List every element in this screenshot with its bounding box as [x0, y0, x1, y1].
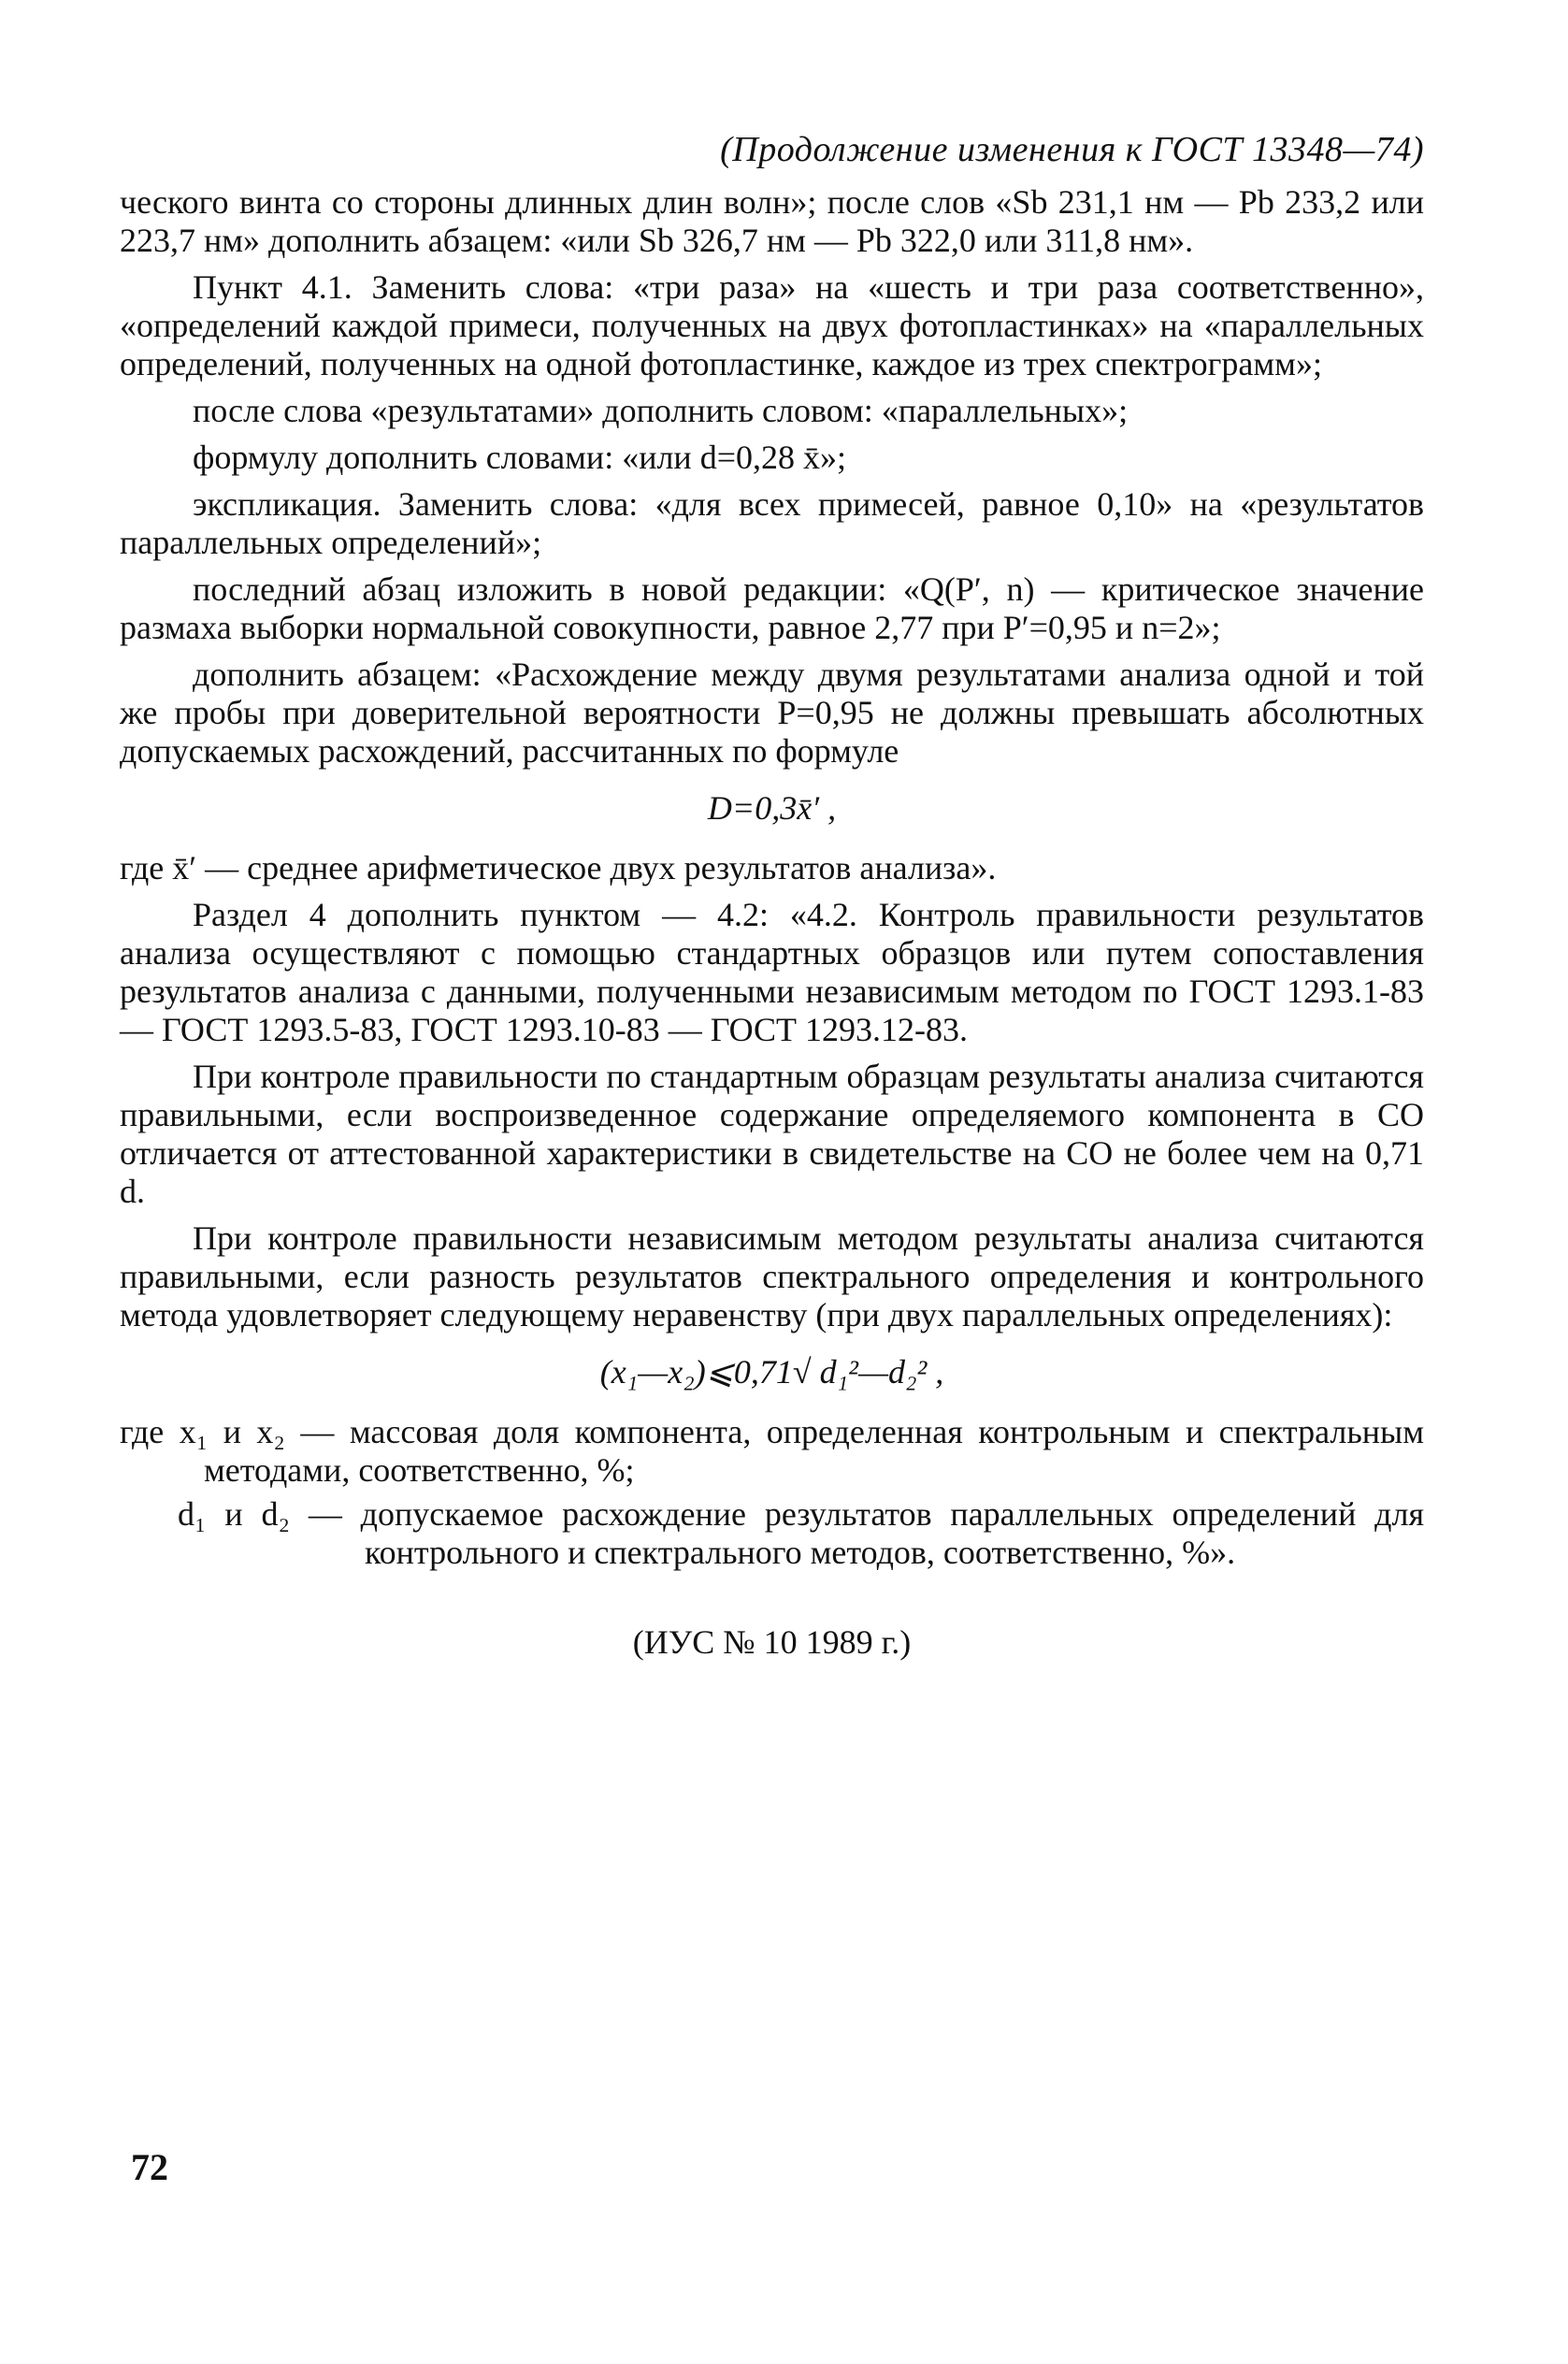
document-page [120, 129, 1424, 1662]
paragraph-add-abzac: дополнить абзацем: «Расхождение между двумя результатами анализа одной и той же пробы при доверительной вероятности P=0,95 не должны превышать абсолютных допускаемых расхождений, рассчитанных по формуле [120, 656, 1424, 770]
paragraph-formula-addition: формулу дополнить словами: «или d=0,28 x̄»; [193, 439, 846, 476]
where-d1-d2: d₁ и d₂ — допускаемое расхождение результатов параллельных определений для контрольного и спектрального методов, соответственно, %». [178, 1495, 1424, 1571]
paragraph-last-abzac: последний абзац изложить в новой редакции: «Q(P′, n) — критическое значение размаха выборки нормальной совокупности, равное 2,77 при P′=0,95 и n=2»; [120, 570, 1424, 646]
paragraph-independent-method: При контроле правильности независимым методом результаты анализа считаются правильными, если разность результатов спектрального определения и контрольного метода удовлетворяет следующему неравенству (при двух параллельных определениях): [120, 1219, 1424, 1333]
formula-d: D=0,3x̄′ , [707, 789, 837, 827]
where-mean: где x̄′ — среднее арифметическое двух результатов анализа». [120, 849, 997, 886]
paragraph-item-4-1: Пункт 4.1. Заменить слова: «три раза» на «шесть и три раза соответственно», «определений каждой примеси, полученных на двух фотопластинках» на «параллельных определений, полученных на одной фотопластинке, каждое из трех спектрограмм»; [120, 268, 1424, 382]
running-header: (Продолжение изменения к ГОСТ 13348—74) [720, 130, 1424, 169]
page-number: 72 [131, 2146, 168, 2188]
paragraph-explication: экспликация. Заменить слова: «для всех примесей, равное 0,10» на «результатов параллельных определений»; [120, 485, 1424, 561]
where-x1-x2: где x₁ и x₂ — массовая доля компонента, определенная контрольным и спектральным методами, соответственно, %; [120, 1413, 1424, 1489]
paragraph-standard-samples: При контроле правильности по стандартным образцам результаты анализа считаются правильными, если воспроизведенное содержание определяемого компонента в СО отличается от аттестованной характеристики в свидетельстве на СО не более чем на 0,71 d. [120, 1058, 1424, 1210]
paragraph-after-results: после слова «результатами» дополнить словом: «параллельных»; [193, 392, 1129, 429]
source-reference: (ИУС № 10 1989 г.) [632, 1623, 912, 1661]
paragraph-section-4: Раздел 4 дополнить пунктом — 4.2: «4.2. Контроль правильности результатов анализа осуществляют с помощью стандартных образцов или путем сопоставления результатов анализа с данными, полученными независимым методом по ГОСТ 1293.1-83 — ГОСТ 1293.5-83, ГОСТ 1293.10-83 — ГОСТ 1293.12-83. [120, 896, 1424, 1048]
paragraph-continuation: ческого винта со стороны длинных длин волн»; после слов «Sb 231,1 нм — Pb 233,2 или 223,7 нм» дополнить абзацем: «или Sb 326,7 нм — Pb 322,0 или 311,8 нм». [120, 183, 1424, 259]
formula-inequality: (x₁—x₂)⩽0,71√ d₁²—d₂² , [599, 1353, 944, 1391]
